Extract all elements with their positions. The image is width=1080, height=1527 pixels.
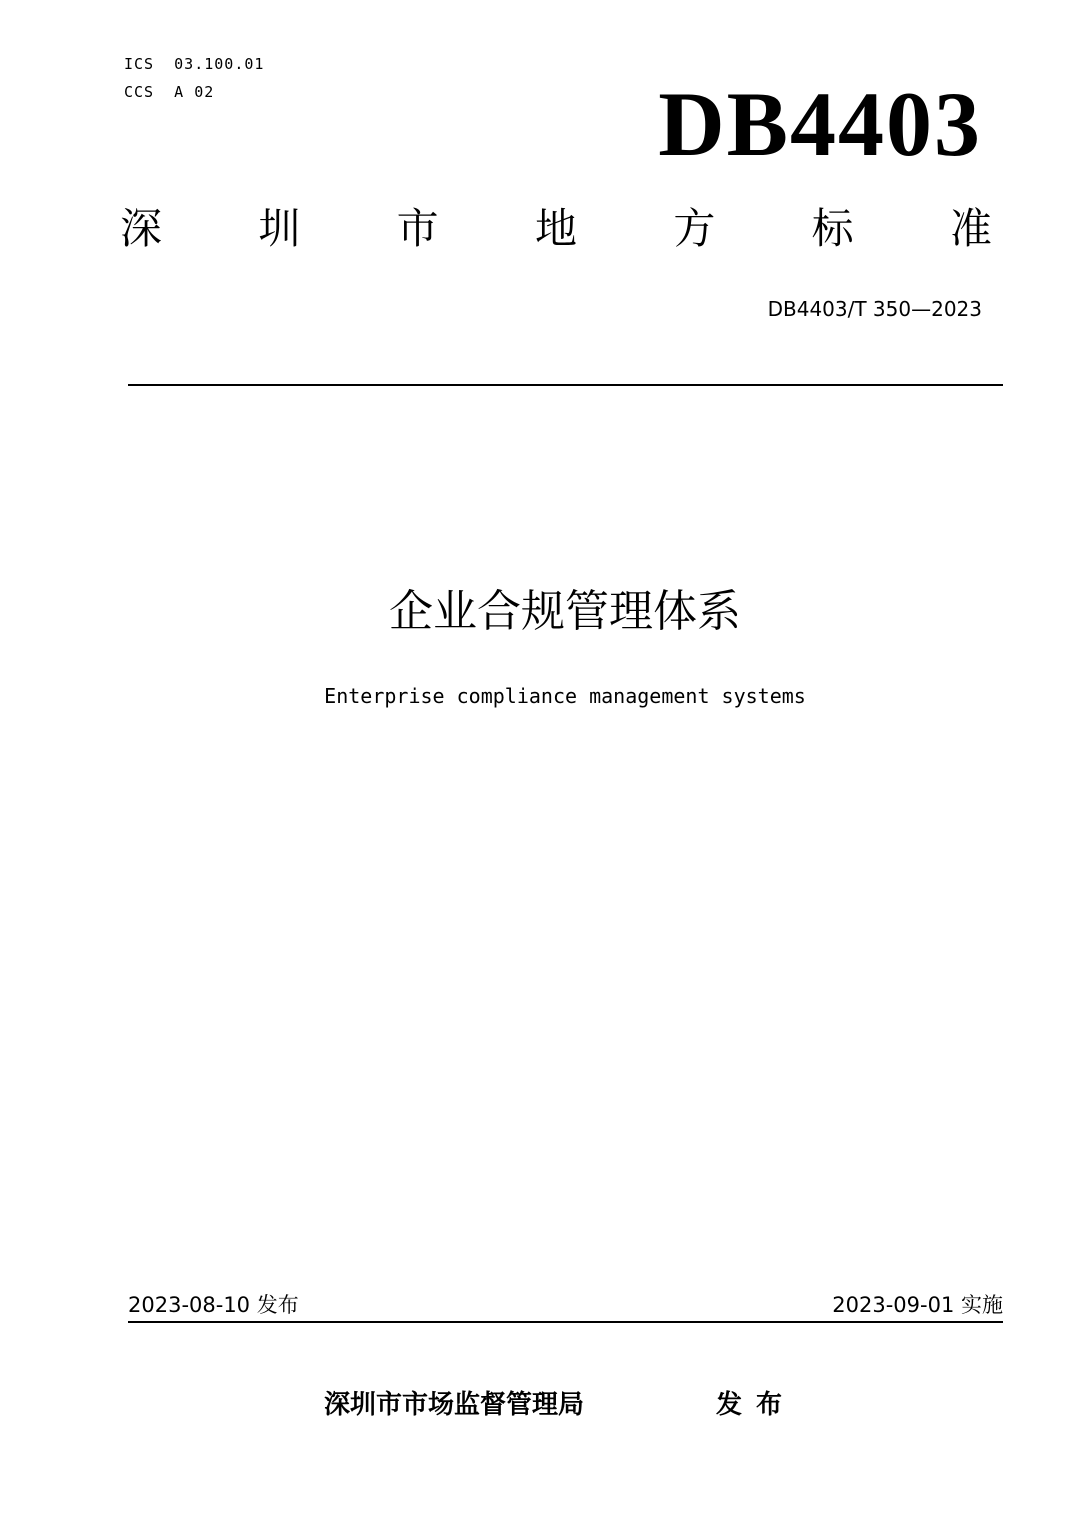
bottom-divider [128, 1321, 1003, 1323]
standard-type-char: 地 [534, 204, 577, 253]
ccs-code: CCS A 02 [124, 83, 215, 101]
publisher-name: 深圳市市场监督管理局 [324, 1390, 585, 1420]
standard-type-char: 深 [120, 204, 163, 253]
standard-type-char: 准 [949, 204, 992, 253]
standard-number: DB4403/T 350—2023 [767, 297, 982, 321]
ics-code: ICS 03.100.01 [124, 55, 265, 73]
publish-label: 发布 [716, 1390, 797, 1420]
standard-type-char: 圳 [258, 204, 301, 253]
document-title-english: Enterprise compliance management systems [324, 684, 806, 708]
standard-type-char: 方 [673, 204, 716, 253]
document-title-chinese: 企业合规管理体系 [389, 586, 741, 637]
standard-type-char: 标 [811, 204, 854, 253]
top-divider [128, 384, 1003, 386]
standard-type-heading [120, 204, 992, 253]
db-mark: DB4403 [658, 73, 982, 175]
publish-date: 2023-08-10 发布 [128, 1293, 299, 1317]
standard-type-char: 市 [396, 204, 439, 253]
implement-date: 2023-09-01 实施 [832, 1293, 1003, 1317]
